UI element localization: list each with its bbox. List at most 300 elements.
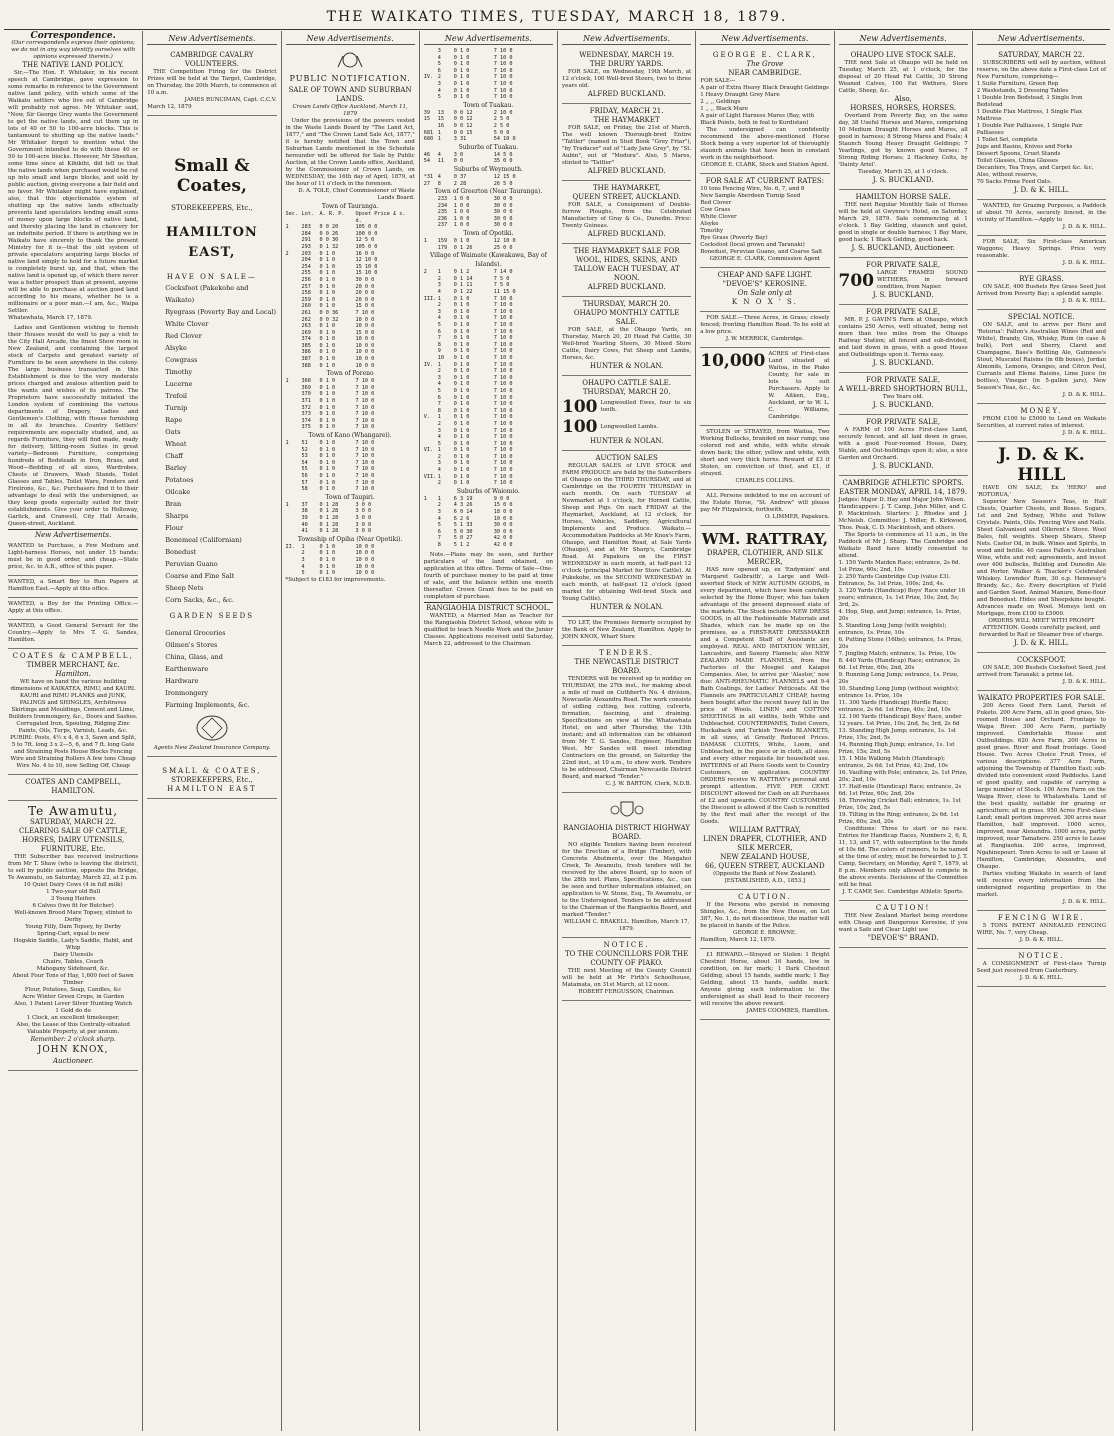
column-7-heading: New Advertisements. — [839, 33, 968, 45]
table-cell: 15 10 0 — [355, 270, 378, 277]
table-cell: 0 1 28 — [319, 508, 339, 515]
current-items-list — [700, 186, 829, 256]
table-cell: 257 — [301, 283, 311, 290]
goods-item: Oilmen's Stores — [165, 641, 218, 649]
clearing-item: Also, 1 Patent Lever Silver Hunting Watch — [14, 1001, 133, 1007]
table-cell — [286, 317, 302, 324]
tenders-sign: C. J. W. BARTON, Clerk, N.D.B. — [605, 781, 692, 787]
goods-item: Sheep Nets — [165, 584, 204, 592]
table-cell: 7 10 0 — [493, 354, 513, 361]
table-cell: 15 0 0 — [355, 303, 375, 310]
hill-main-ad — [977, 442, 1106, 653]
goods-list-2 — [147, 627, 276, 711]
table-cell: 7 10 0 — [355, 459, 375, 466]
table-cell: 0 1 0 — [319, 417, 336, 424]
table-cell: 5 0 0 — [493, 129, 510, 136]
table-cell: 0 1 0 — [319, 270, 336, 277]
lands-table-poreno — [286, 378, 415, 431]
goods-item: Cocksfoot (Pakekohe and Waikato) — [165, 284, 249, 304]
properties-ad — [977, 691, 1106, 911]
ohaupo2-auctioneer: HUNTER & NOLAN. — [589, 437, 664, 445]
table-cell: 369 — [301, 384, 311, 391]
table-cell: 30 0 0 — [493, 196, 513, 203]
public-notification-title: PUBLIC NOTIFICATION. — [289, 74, 411, 83]
waggons-body: FOR SALE, Six First-class American Waggons; Heavy Springs. Price very reasonable. — [976, 239, 1106, 259]
table-cell: 26 5 0 — [493, 180, 513, 187]
table-cell: 4 — [301, 563, 305, 570]
table-cell: 4 — [437, 467, 441, 474]
hamilton-horse-body: THE next Regular Monthly Sale of Horses will be held at Gwynne's Hotel, on Saturday, March 29, 1879. Sale commencing at 1 o'clock. 1 Bay Gelding, staunch and quiet, good in single or double harness; 1 Bay Mare, good hack; 1 Black Gelding, good hack. — [838, 202, 968, 243]
table-cell: 0 1 26 — [453, 244, 473, 251]
three-acres-sign: J. W. MERRICK, Cambridge. — [725, 336, 804, 342]
coates-title: COATES & CAMPBELL, — [12, 652, 134, 660]
table-cell: 7 10 0 — [493, 335, 513, 342]
goods-item: Potatoes — [165, 476, 194, 484]
table-cell: 0 1 0 — [319, 349, 336, 356]
table-cell — [286, 356, 302, 363]
lands-table-weymouth — [424, 174, 553, 187]
table-cell: 204 — [301, 257, 311, 264]
table-cell — [424, 454, 438, 461]
table-cell: 0 1 0 — [319, 329, 336, 336]
te-awamutu-ad — [8, 801, 138, 1071]
table-cell: 6 — [437, 328, 441, 335]
table-cell — [286, 323, 302, 330]
table-cell: 0 1 0 — [319, 472, 336, 479]
table-cell: 0 1 32 — [319, 243, 339, 250]
table-cell: 2 28 — [453, 180, 467, 187]
goods-item: Sharps — [165, 512, 189, 520]
table-cell: 7 10 0 — [493, 322, 513, 328]
table-cell: 1 — [285, 224, 289, 231]
school-title: RANGIAOHIA DISTRICT SCHOOL. — [426, 603, 551, 612]
table-cell: 2 — [301, 550, 305, 557]
table-cell: 0 1 0 — [319, 440, 336, 446]
table-cell: 0 1 0 — [319, 411, 336, 418]
table-cell: 179 — [437, 244, 448, 251]
sports-event: 3. 120 Yards (Handicap) Boys' Race under 16 years; entrance, 1s. 1st Prize, 10s; 2nd, 5s; 3rd, 2s. — [838, 588, 966, 608]
table-cell: 42 0 0 — [493, 542, 513, 548]
column-3-heading: New Advertisements. — [286, 33, 415, 45]
table-cell: 6 — [437, 67, 441, 74]
sports-event: 14. Running High Jump; entrance, 1s. 1st Prize, 15s; 2nd, 5s — [838, 742, 955, 755]
table-cell: 7 10 0 — [355, 417, 375, 424]
table-cell — [286, 508, 302, 515]
table-cell — [286, 237, 302, 244]
waggons-ad — [977, 236, 1106, 272]
table-cell: 5 1 2 — [453, 542, 470, 548]
table-cell: 10 0 0 — [355, 342, 375, 349]
table-cell: 10 0 0 — [493, 515, 513, 522]
table-cell: 1 — [437, 295, 441, 302]
column-8 — [972, 31, 1110, 1431]
ohaupo-body: FOR SALE, at the Ohaupo Yards, on Thursday, March 20, 20 Head Fat Cattle, 30 Well-bred Yearling Steers, 30 Mixed Store Cattle, Dairy Cows, Fat Sheep and Lambs, Horses, &c. — [562, 327, 692, 361]
table-cell: 7 10 0 — [493, 308, 513, 315]
table-cell: 0 1 0 — [453, 238, 470, 245]
ewes-label: Longwoolled Ewes, four to six tooth. — [600, 400, 692, 413]
table-cell: 387 — [301, 356, 311, 363]
bull-name: A WELL-BRED SHORTHORN BULL, — [838, 385, 968, 393]
farm-auctioneer: J. S. BUCKLAND. — [872, 462, 934, 470]
three-acres-body: FOR SALE.—Three Acres, in Grass; closely fenced; fronting Hamilton Road. To be sold at a low price. — [700, 315, 830, 335]
three-acres-ad — [700, 312, 829, 348]
table-cell: 7 10 0 — [493, 453, 513, 460]
table-cell: 7 10 0 — [355, 424, 375, 431]
indebted-body: ALL Persons indebted to me on account of the Estate Horse, "St. Andrew" will please pay Mr Fitzpatrick, forthwith. — [700, 493, 830, 513]
rattray-nzhouse: NEW ZEALAND HOUSE, — [720, 853, 810, 861]
indebted-ad — [700, 490, 829, 526]
ewes-line — [562, 397, 691, 417]
letter-title: THE NATIVE LAND POLICY. — [22, 61, 124, 69]
haymarket-ad — [562, 104, 691, 181]
suburbs-tuakau-heading: Suburbs of Tuakau. — [458, 143, 519, 151]
fencing-body: 5 TONS PATENT ANNEALED FENCING WIRE, No. 7, very Cheap. — [976, 923, 1106, 936]
table-cell — [286, 284, 302, 291]
cavalry-volunteers-ad — [147, 48, 276, 116]
table-cell: 2 5 0 — [493, 122, 510, 129]
notice-title: NOTICE. — [603, 941, 650, 949]
table-cell: 0 0 15 — [453, 129, 473, 136]
table-cell: 203 — [301, 250, 311, 257]
lands-note: Note.—Plans may be seen, and further particulars of the land obtained, on application at this office. Terms of Sale—One-fourth of purchase money to be paid at time of sale, and the balance within one month thereafter. Crown Grant fees to be paid on completion of purchase. — [423, 551, 553, 600]
caution-kerosine-body: THE New Zealand Market being overdone with Cheap and Dangerous Kerosine, if you want a Safe and Clear Light use — [838, 913, 968, 933]
table-cell: 12 10 0 — [355, 257, 378, 264]
table-cell: 2 — [437, 302, 441, 309]
table-cell: 7 10 0 — [355, 453, 375, 460]
kerosine-knox: K N O X ' S. — [731, 298, 798, 306]
table-cell: 0 1 0 — [319, 486, 336, 493]
table-cell: 3 0 0 — [355, 514, 372, 521]
clearing-item: 6 Calves (two fit for Butcher) — [32, 903, 114, 909]
table-cell: 0 1 0 — [319, 459, 336, 466]
table-cell: 6 — [437, 394, 441, 401]
table-cell: 6 3 19 — [453, 495, 473, 502]
lands-table-kano — [286, 440, 415, 493]
suburbs-weymouth-heading: Suburbs of Weymouth. — [453, 165, 523, 173]
table-cell: 5 — [437, 94, 441, 101]
rangiaohia-title: RANGIAOHIA DISTRICT HIGHWAY BOARD. — [563, 824, 690, 841]
kerosine-title: CHEAP AND SAFE LIGHT. — [717, 271, 813, 279]
furniture-item: 70 Sacks Prime Feed Oats. — [976, 179, 1052, 185]
coat-of-arms — [562, 796, 691, 824]
hamilton-horse-auctioneer: J. S. BUCKLAND, Auctioneer. — [851, 244, 955, 252]
remember-note: Remember: 2 o'clock sharp. — [30, 1036, 116, 1043]
table-cell — [286, 405, 302, 412]
table-cell: 56 — [301, 472, 308, 479]
table-cell — [424, 460, 438, 467]
table-cell: 0 1 0 — [453, 381, 470, 388]
table-cell — [286, 336, 302, 343]
correspondence-disclaimer: (Our correspondents express their opinions; we do not in any way identify ourselves with opinions expressed therein.) — [11, 40, 136, 60]
caution-title: CAUTION. — [738, 893, 792, 901]
table-cell: 4 — [437, 381, 441, 388]
school-body: WANTED, a Married Man as Teacher for the Rangiaohia District School, whose wife is qualified to teach Needle Work and the Junior Classes. Applications received until Saturday, March 22, addressed to the Chairman. — [423, 612, 553, 647]
goods-item: Timothy — [165, 368, 193, 376]
table-cell: 4 — [437, 315, 441, 322]
table-cell: 1 — [285, 440, 289, 446]
table-cell: VI. — [423, 447, 434, 454]
table-cell: 7 10 0 — [493, 407, 513, 414]
table-cell: 260 — [301, 303, 311, 310]
table-cell: 7 10 0 — [355, 446, 375, 453]
haymarket2-street: QUEEN STREET, AUCKLAND. — [572, 193, 681, 201]
special-sign: J. D. & K. HILL. — [1062, 392, 1106, 398]
table-cell: 30 0 0 — [493, 222, 513, 229]
table-cell: 16 0 0 — [355, 250, 375, 257]
town-greerton-heading: Town of Greerton (Near Tauranga). — [434, 188, 543, 196]
clearing-item: Spring-Cart, equal to new — [36, 931, 110, 937]
table-cell: 7 10 0 — [493, 48, 513, 54]
horses-date: Tuesday, March 25, at 1 o'clock. — [858, 169, 949, 175]
table-cell: 5 0 27 — [453, 535, 473, 542]
volunteers-body: THE Competition Firing for the District Prizes will be held at the Target, Cambridge, on Thursday, the 20th March, to commence at 10 a.m. — [147, 69, 277, 96]
table-cell: 1 — [437, 414, 441, 421]
rattray-ad — [700, 526, 829, 890]
table-cell: 1 — [437, 473, 441, 480]
table-cell: 0 1 0 — [453, 67, 470, 74]
table-cell: II. — [285, 543, 295, 550]
table-cell: 0 1 0 — [319, 453, 336, 460]
horses-body: Overland from Poverty Bay, on the same day, 38 Useful Horses and Mares, comprising 10 Medium Draught Horses and Mares, all good in harness; 8 Strong Mares and Foals; 4 Staunch Young Heavy Draught Geldings; 7 Yearlings, got by known good horses; 7 Strong Riding Horses; 2 Hackney Colts, by 'Dainty Ariel'. — [838, 113, 968, 168]
table-cell: 12 15 0 — [493, 173, 516, 180]
goods-item: Lucerne — [165, 380, 193, 388]
table-cell: 9 — [437, 348, 441, 355]
table-cell — [424, 467, 438, 474]
clearing-item: 1 Clock, an excellent timekeeper, — [26, 1015, 120, 1021]
table-cell: 30 0 0 — [493, 209, 513, 216]
volunteers-date: March 12, 1879 — [147, 104, 192, 110]
caution-kerosine-title: CAUTION! — [875, 904, 931, 912]
table-cell: 261 — [301, 309, 311, 316]
table-cell: 235 — [437, 209, 448, 216]
table-cell — [286, 570, 302, 577]
hamilton-horse-ad — [839, 190, 968, 258]
table-cell — [424, 309, 438, 316]
small-coates-title: Small & Coates, — [174, 156, 250, 196]
table-cell: 0 1 0 — [319, 378, 336, 385]
caution-sign: GEORGE E. BROWNE. — [733, 930, 797, 936]
sports-event: 19. Tilting in the Ring; entrance, 2s 6d. 1st Prize, 60s; 2nd, 20s — [838, 812, 959, 825]
table-cell: 8 — [437, 341, 441, 348]
table-cell: 0 1 0 — [453, 368, 470, 375]
sports-event: 5. Standing Long Jump (with weights); entrance, 1s. Prize, 10s — [838, 623, 947, 636]
table-cell: 5 — [437, 522, 441, 529]
current-item: 10 tons Fencing Wire, No. 6, 7, and 8 — [700, 186, 805, 192]
table-cell: 7 10 0 — [355, 404, 375, 411]
table-cell: 7 5 0 — [493, 275, 510, 282]
lands-table-taupiri — [286, 502, 415, 535]
notice-sign: ROBERT FERGUSSON, Chairman. — [578, 989, 675, 995]
table-cell: 234 — [437, 202, 448, 209]
table-cell: 0 0 32 — [319, 316, 339, 323]
current-sign: GEORGE E. CLARK, Commission Agent — [709, 256, 821, 262]
drury-body: FOR SALE, on Wednesday, 19th March, at 12 o'clock, 100 Well-bred Steers, two to three years old. — [562, 69, 692, 89]
table-cell: 41 — [301, 528, 308, 535]
table-cell — [286, 486, 302, 493]
table-cell: 0 1 0 — [453, 427, 470, 434]
sc-footer-1: SMALL & COATES, — [162, 767, 262, 775]
table-cell — [424, 276, 438, 283]
table-cell: 100 0 0 — [355, 230, 378, 237]
table-cell: 55 — [301, 466, 308, 473]
clearing-item: 3 Young Heifers — [50, 896, 96, 902]
table-cell — [424, 434, 438, 441]
table-cell: 0 1 0 — [453, 295, 470, 302]
fencing-title: FENCING WIRE. — [998, 914, 1085, 922]
table-cell: 0 0 20 — [319, 224, 339, 231]
table-cell: 0 1 0 — [453, 94, 470, 101]
furniture-item: 2 Washstands, 2 Dressing Tables — [976, 88, 1069, 94]
clark-item: 2 ,, ,, Geldings — [700, 99, 741, 105]
table-cell: 0 1 0 — [319, 479, 336, 486]
auction-title: AUCTION SALES — [595, 454, 658, 462]
table-cell: 5 — [437, 387, 441, 394]
gavin-farm-ad — [839, 305, 968, 373]
haymarket-date: FRIDAY, MARCH 21. — [589, 107, 664, 115]
village-waimate-heading: Village of Waimate (Kawakawa, Bay of Islands). — [429, 252, 547, 269]
sports-event: 13. Standing High Jump; entrance, 1s. 1st Prize, 15s; 2nd, 5s — [838, 728, 956, 741]
table-cell: 7 10 0 — [493, 427, 513, 434]
events-list — [839, 560, 968, 826]
table-cell: 0 1 0 — [453, 328, 470, 335]
cocksfoot-title: COCKSFOOT. — [1017, 656, 1066, 664]
goods-list — [147, 282, 276, 606]
coates-town: Hamilton. — [55, 670, 91, 678]
table-cell: 5 1 33 — [453, 522, 473, 529]
ohaupo-auctioneer: HUNTER & NOLAN. — [589, 362, 664, 370]
table-cell: 283 — [301, 224, 311, 231]
goods-item: White Clover — [165, 320, 209, 328]
table-cell: 237 — [437, 222, 448, 229]
table-cell: 7 10 0 — [355, 309, 375, 316]
haymarket2-body: FOR SALE, a Consignment of Double-furrow Ploughs, from the Celebrated Manufactory of Gray & Co., Dunedin. Price: Twenty Guineas. — [562, 202, 692, 229]
table-cell: 3 0 0 — [355, 528, 372, 535]
sale-lands-title: SALE OF TOWN AND SUBURBAN LANDS. — [288, 86, 412, 103]
table-cell — [286, 564, 302, 571]
table-cell: 7 10 0 — [493, 67, 513, 74]
table-cell: 0 1 0 — [319, 356, 336, 363]
table-cell: 2 — [437, 480, 441, 487]
te-awamutu-title: Te Awamutu, — [28, 804, 119, 818]
table-cell: 7 10 0 — [493, 467, 513, 474]
clearing-item: Young Filly, Dam Topsey, by Derby — [25, 924, 121, 930]
letter-signoff: Whatawhata, March 17, 1879. — [8, 315, 93, 321]
table-cell: 20 0 0 — [355, 290, 375, 297]
furniture-body: SUBSCRIBERS will sell by auction, without reserve, on the above date a First-class Lot of New Furniture, comprising— — [976, 60, 1106, 80]
properties-parties: Parties visiting Waikato in search of land will receive every information from the undersigned regarding properties in the market. — [976, 871, 1106, 898]
table-cell: 7 — [437, 401, 441, 408]
table-cell: 0 1 0 — [319, 556, 336, 563]
columns — [4, 31, 1110, 1431]
table-cell — [424, 441, 438, 448]
ohaupo-also: Also, — [894, 95, 912, 103]
table-header-cell: Sec. — [285, 211, 298, 217]
table-cell: 7 10 0 — [355, 479, 375, 486]
table-cell: 2 — [437, 74, 441, 81]
table-cell: 6 — [437, 528, 441, 535]
table-cell: 0 1 0 — [453, 361, 470, 368]
goods-item: Cowgrass — [165, 356, 198, 364]
table-cell — [424, 388, 438, 395]
table-cell: 7 10 0 — [493, 381, 513, 388]
haymarket-wool-ad — [562, 244, 691, 297]
table-cell: 4 — [437, 87, 441, 94]
haymarket2-auctioneer: ALFRED BUCKLAND. — [587, 230, 666, 238]
current-item: Cocksfoot (local grown and Taranaki) — [700, 242, 805, 248]
table-cell: 1 0 0 — [453, 209, 470, 216]
table-cell: 7 10 0 — [355, 411, 375, 418]
table-cell: 7 10 0 — [493, 80, 513, 87]
table-cell: 0 1 0 — [453, 335, 470, 342]
athletic-body: The Sports to commence at 11 a.m., in the Paddock of Mr J. Sharp. The Cambridge and Waikato Band have kindly consented to attend. — [838, 532, 968, 559]
drury-ad — [562, 48, 691, 104]
table-cell: 54 — [423, 158, 430, 165]
table-cell: 15 0 0 — [355, 329, 375, 336]
sc-footer-3: HAMILTON EAST — [167, 785, 257, 793]
table-cell: 0 1 0 — [453, 407, 470, 414]
gavin-auctioneer: J. S. BUCKLAND. — [872, 359, 934, 367]
table-cell: 7 — [437, 535, 441, 542]
table-cell: 0 1 0 — [319, 276, 336, 283]
table-cell — [286, 297, 302, 304]
table-cell: 3 — [437, 282, 441, 289]
acres-body: ACRES of First-class Land situated at Waitoa, in the Piako County, for sale in lots to suit Purchasers. Apply to W. Aitken, Esq., Auckland, or to W. L. C. Williams, Cambridge. — [768, 351, 830, 420]
auction-sales-ad — [562, 451, 691, 617]
table-cell — [286, 277, 302, 284]
table-cell — [286, 528, 302, 535]
letter-body: Sir,—The Hon. F. Whitaker, in his recent speech at Cambridge, gave expression to some remarks in reference to the Government native land policy, with which some of the Waikato settlers who live out of Cambridge will probably not agree. Mr Whitaker said, "Now, Sir George Grey wants the Government to get the native lands, and cut them up in lots of 40 or 50 to 100-acre blocks. This is tantamount to shutting up the native lands." Mr Whitaker forgot to mention what the Government intended to do with these 40 or 50 to 100-acre blocks. However, Mr Sheehan, some time since at Kihikihi, did tell us that the native lands when purchased would be cut up into small and large blocks, and sold by public auction, giving everyone a fair field and no favor. Mr Whitaker might have explained, also, that this objectionable system of shutting up the native lands effectually prevents land speculators lending small sums of money upon large blocks of native land, and thereby placing the land in chancery for an indefinite period. If there is anything we in Waikato have sincerely to thank the present Ministry for it is—that the old system of private speculators acquiring large blocks of native land simply to hold for a future market is completely burst up, and that, when the native land is opened up, of which there never was a better prospect than at present, anyone will be able to purchase at auction good land according to his means, whether he is a millionaire or a poor man.—I am, &c., Waipa Settler. — [8, 70, 139, 314]
table-cell: 12 10 0 — [493, 238, 516, 245]
table-cell — [424, 375, 438, 382]
table-cell: 4 3 26 — [453, 502, 473, 509]
table-cell: 0 1 0 — [453, 440, 470, 447]
table-cell: 1 0 0 — [453, 196, 470, 203]
table-cell: 3 — [437, 374, 441, 381]
turnip-title: NOTICE. — [1018, 952, 1065, 960]
clark-item: A pair of Light Harness Mares (Bay, with Black Points, both in foal to Kurdistan) — [700, 113, 815, 126]
table-cell: 0 1 0 — [319, 570, 336, 577]
table-cell: 0 1 0 — [319, 404, 336, 411]
table-header-cell: Upset Price £ s. d. — [355, 211, 406, 224]
table-cell: 37 — [301, 501, 308, 508]
table-cell: 0 1 0 — [453, 447, 470, 454]
table-cell — [286, 550, 302, 557]
table-cell: 371 — [301, 398, 311, 405]
grazing-body: WANTED, for Grazing Purposes, a Paddock of about 70 Acres, securely fenced, in the vicinity of Hamilton.—Apply to — [976, 203, 1106, 223]
table-cell: 15 — [437, 116, 444, 123]
table-cell: 0 1 0 — [453, 315, 470, 322]
goods-item: Coarse and Fine Salt — [165, 572, 235, 580]
table-cell — [286, 447, 302, 454]
table-cell — [286, 473, 302, 480]
goods-item: Bonedust — [165, 548, 197, 556]
table-cell: 159 — [437, 238, 448, 245]
table-cell: 0 1 0 — [453, 460, 470, 467]
goods-item: Ironmongery — [165, 689, 209, 697]
goods-item: China, Glass, and — [165, 653, 223, 661]
table-cell — [424, 322, 438, 329]
haymarket-body: FOR SALE, on Friday, the 21st of March, The well known Thorough-bred Entire "Tattler" (named in Stud Book "Grey Friar"), "by Traducer" out of "Lady Jane Grey", by "St. Aubin", out of "Medora". Also, 5 Mares, stinted to "Tattler" — [562, 125, 692, 166]
special-body: ON SALE, and to arrive per Hero and 'Rotorua': Fallon's Australian Wines (Red and White), Brandy, Gin, Whisky, Rum (in case & bulk), Port and Sherry, Claret and Champagne, Bass's Bottling Ale, Guinness's Stout, Muscatel Raisins (in 6lb boxes), Jordan Almonds, Lemons, Oranges, and Citron Peel, Currants and Eleme Raisins, Lime Juice (in bottles), Vinegar (in 5-gallon jars), New Season's Teas, &c., &c. — [976, 322, 1106, 391]
clearing-item: Also, the Lease of this Centrally-situated Valuable Property, at per annum. — [16, 1022, 130, 1035]
cocksfoot-ad — [977, 653, 1106, 691]
table-cell: 0 1 0 — [453, 61, 470, 68]
clark-item: 1 ,, ,, Black Mare — [700, 106, 749, 112]
rattray-sign2: LINEN DRAPER, CLOTHIER, AND SILK MERCER, — [703, 835, 827, 852]
bull-title: FOR PRIVATE SALE, — [866, 376, 941, 384]
table-cell — [424, 123, 438, 130]
table-cell: 4 — [437, 173, 441, 180]
